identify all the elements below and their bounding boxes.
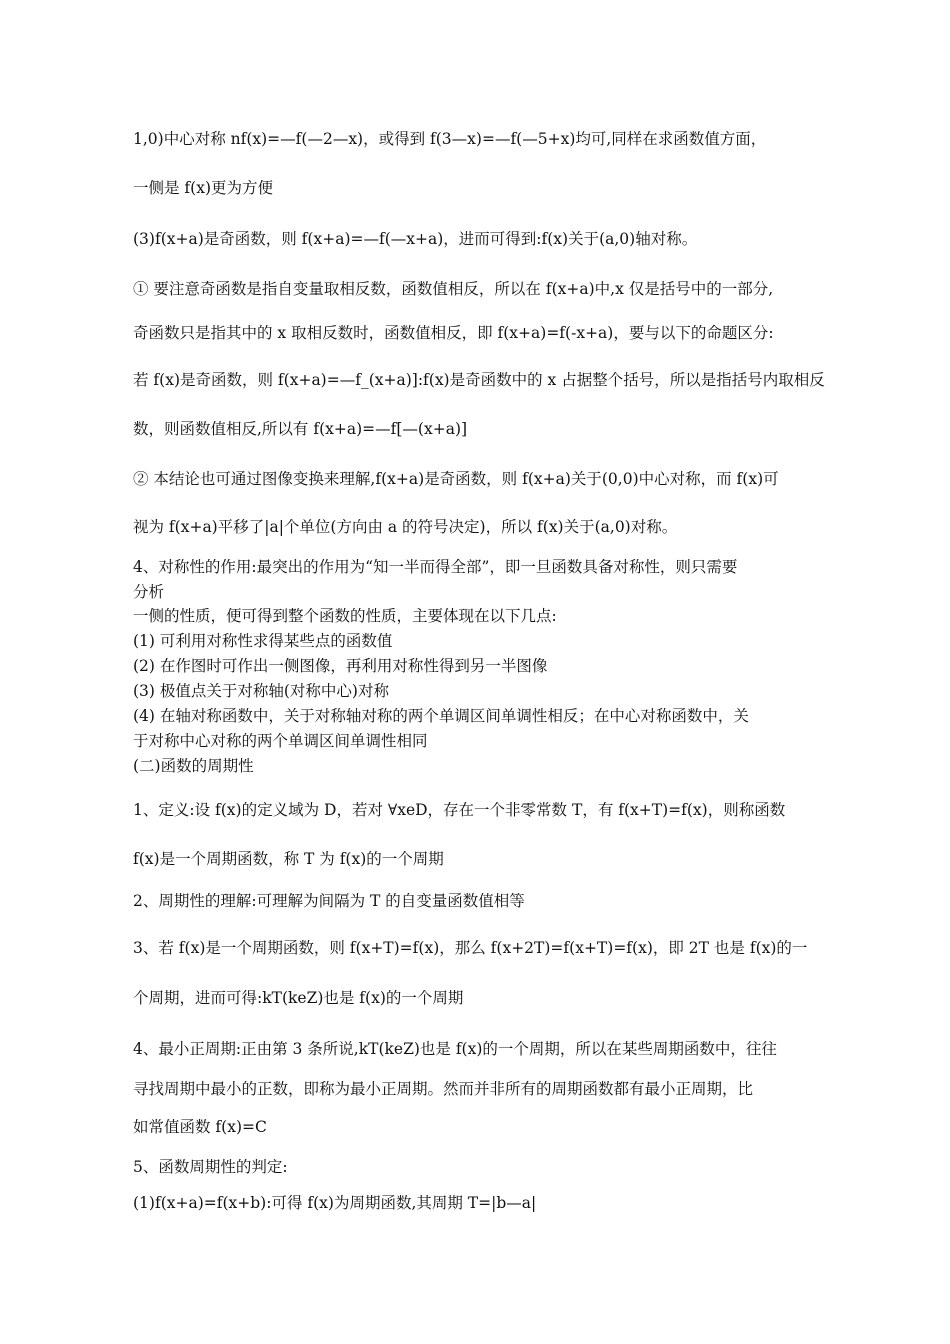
text-line: 一侧的性质，便可得到整个函数的性质，主要体现在以下几点: xyxy=(133,607,557,625)
text-line: 奇函数只是指其中的 x 取相反数时，函数值相反，即 f(x+a)=f(-x+a)，要与以下的命题区分: xyxy=(133,324,774,342)
list-item: (1) 可利用对称性求得某些点的函数值 xyxy=(133,632,393,650)
text-line: 寻找周期中最小的正数，即称为最小正周期。然而并非所有的周期函数都有最小正周期，比 xyxy=(133,1080,754,1098)
text-line: 2、周期性的理解:可理解为间隔为 T 的自变量函数值相等 xyxy=(133,892,525,910)
text-line: 个周期，进而可得:kT(keZ)也是 f(x)的一个周期 xyxy=(133,989,464,1007)
text-line: 数，则函数值相反,所以有 f(x+a)=—f[—(x+a)] xyxy=(133,420,468,438)
text-line: 分析 xyxy=(133,583,165,601)
list-item: (2) 在作图时可作出一侧图像，再利用对称性得到另一半图像 xyxy=(133,657,548,675)
list-item: (3) 极值点关于对称轴(对称中心)对称 xyxy=(133,682,389,700)
text-line: 一侧是 f(x)更为方便 xyxy=(133,179,274,197)
text-line: 1,0)中心对称 nf(x)=—f(—2—x)，或得到 f(3—x)=—f(—5+x)均可,同样在求函数值方面， xyxy=(133,130,767,148)
list-item: (4) 在轴对称函数中，关于对称轴对称的两个单调区间单调性相反；在中心对称函数中，关 xyxy=(133,707,749,725)
section-heading: (二)函数的周期性 xyxy=(133,757,254,775)
text-line: (3)f(x+a)是奇函数，则 f(x+a)=—f(—x+a)，进而可得到:f(x)关于(a,0)轴对称。 xyxy=(133,230,698,248)
text-line: 如常值函数 f(x)=C xyxy=(133,1118,267,1136)
text-line: ① 要注意奇函数是指自变量取相反数，函数值相反，所以在 f(x+a)中,x 仅是括号中的一部分, xyxy=(133,280,774,298)
text-line: 1、定义:设 f(x)的定义域为 D，若对 ∀xeD，存在一个非零常数 T，有 f(x+T)=f(x)，则称函数 xyxy=(133,801,786,819)
text-line: 3、若 f(x)是一个周期函数，则 f(x+T)=f(x)，那么 f(x+2T)=f(x+T)=f(x)，即 2T 也是 f(x)的一 xyxy=(133,939,808,957)
text-line: 于对称中心对称的两个单调区间单调性相同 xyxy=(133,732,428,750)
text-line: ② 本结论也可通过图像变换来理解,f(x+a)是奇函数，则 f(x+a)关于(0,0)中心对称，而 f(x)可 xyxy=(133,470,779,488)
text-line: 4、最小正周期:正由第 3 条所说,kT(keZ)也是 f(x)的一个周期，所以在某些周期函数中，往往 xyxy=(133,1040,777,1058)
text-line: 若 f(x)是奇函数，则 f(x+a)=—f_(x+a)]:f(x)是奇函数中的 x 占据整个括号，所以是指括号内取相反 xyxy=(133,371,825,389)
text-line: 5、函数周期性的判定: xyxy=(133,1158,288,1176)
text-line: f(x)是一个周期函数，称 T 为 f(x)的一个周期 xyxy=(133,850,444,868)
text-line: 4、对称性的作用:最突出的作用为“知一半而得全部”，即一旦函数具备对称性，则只需要 xyxy=(133,558,738,576)
text-line: (1)f(x+a)=f(x+b):可得 f(x)为周期函数,其周期 T=|b—a| xyxy=(133,1194,537,1212)
text-line: 视为 f(x+a)平移了|a|个单位(方向由 a 的符号决定)，所以 f(x)关于(a,0)对称。 xyxy=(133,518,678,536)
